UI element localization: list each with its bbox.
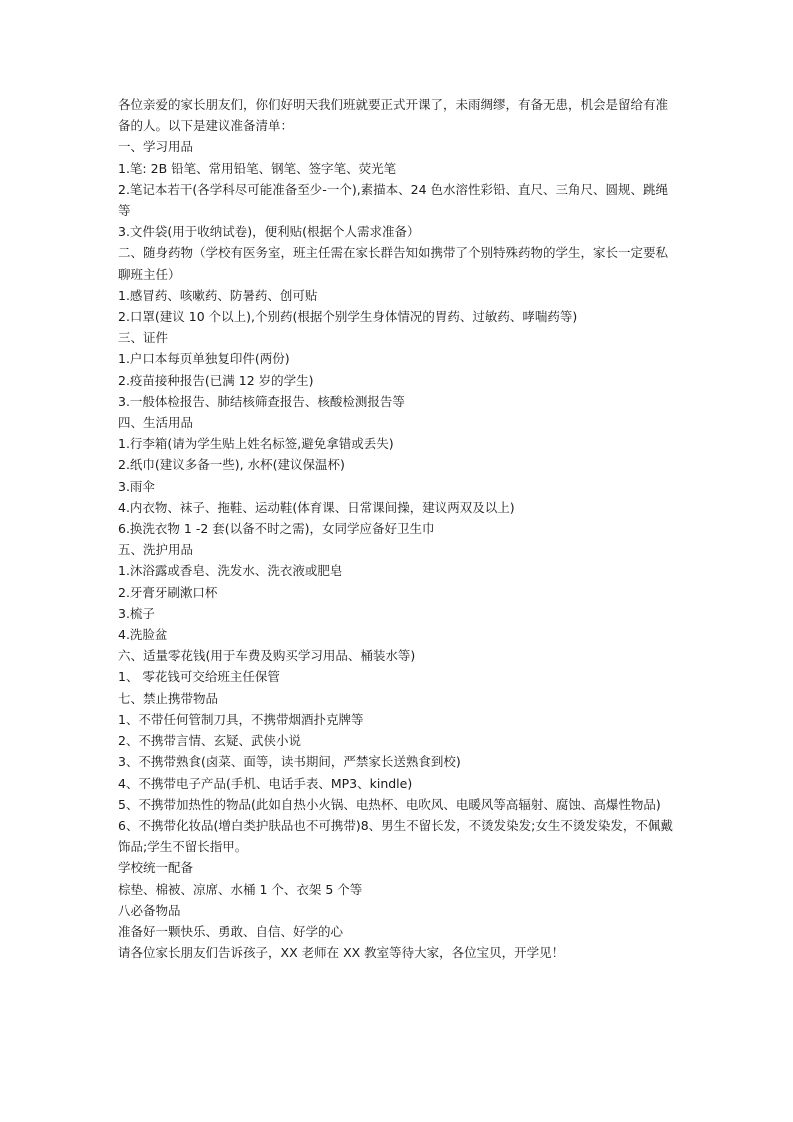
document-line: 1.沐浴露或香皂、洗发水、洗衣液或肥皂 (118, 563, 343, 579)
document-line: 八必备物品 (118, 902, 181, 918)
document-line: 六、适量零花钱(用于车费及购买学习用品、桶装水等) (118, 648, 416, 664)
document-line: 4、不携带电子产品(手机、电话手表、MP3、kindle) (118, 775, 413, 791)
document-line: 四、生活用品 (118, 415, 194, 431)
document-line: 学校统一配备 (118, 860, 194, 876)
document-line: 二、随身药物（学校有医务室，班主任需在家长群告知如携带了个别特殊药物的学生，家长一定要私聊班主任） (118, 245, 669, 282)
document-line: 三、证件 (118, 330, 169, 346)
document-line: 棕垫、棉被、凉席、水桶 1 个、衣架 5 个等 (118, 881, 363, 897)
document-line: 6、不携带化妆品(增白类护肤品也不可携带)8、男生不留长发，不烫发染发;女生不烫发染发，不佩戴饰品;学生不留长指甲。 (118, 817, 673, 855)
document-line: 1、 零花钱可交给班主任保管 (118, 669, 280, 685)
document-line: 3.梳子 (118, 605, 155, 621)
document-line: 3、不携带熟食(卤菜、面等，读书期间，严禁家长送熟食到校) (118, 754, 461, 770)
document-line: 3.文件袋(用于收纳试卷)，便利贴(根据个人需求准备） (118, 224, 420, 240)
document-line: 1.感冒药、咳嗽药、防暑药、创可贴 (118, 287, 318, 303)
document-line: 2、不携带言情、玄疑、武侠小说 (118, 733, 301, 749)
document-line: 1.行李箱(请为学生贴上姓名标签,避免拿错或丢失) (118, 436, 394, 452)
document-body (118, 94, 678, 963)
document-line: 4.内衣物、袜子、拖鞋、运动鞋(体育课、日常课间操，建议两双及以上) (118, 499, 515, 515)
document-line: 6.换洗衣物 1 -2 套(以备不时之需)，女同学应备好卫生巾 (118, 521, 435, 537)
document-line: 2.牙膏牙刷漱口杯 (118, 584, 218, 600)
document-line: 2.口罩(建议 10 个以上),个别药(根据个别学生身体情况的胃药、过敏药、哮喘药等) (118, 309, 578, 325)
document-line: 准备好一颗快乐、勇敢、自信、好学的心 (118, 923, 344, 939)
document-line: 七、禁止携带物品 (118, 690, 219, 706)
document-line: 2.笔记本若干(各学科尽可能准备至少-一个),素描本、24 色水溶性彩铅、直尺、三角尺、圆规、跳绳等 (118, 181, 669, 219)
document-line: 五、洗护用品 (118, 542, 194, 558)
document-line: 请各位家长朋友们告诉孩子，XX 老师在 XX 教室等待大家，各位宝贝，开学见！ (118, 945, 565, 961)
document-line: 2.纸巾(建议多备一些), 水杯(建议保温杯) (118, 457, 345, 473)
document-line: 3.雨伞 (118, 478, 155, 494)
document-line: 1、不带任何管制刀具，不携带烟酒扑克牌等 (118, 711, 364, 727)
document-line: 5、不携带加热性的物品(此如自热小火锅、电热杯、电吹风、电暖风等高辐射、腐蚀、高爆性物品) (118, 796, 661, 812)
document-line: 一、学习用品 (118, 139, 194, 155)
document-line: 1.笔: 2B 铅笔、常用铅笔、钢笔、签字笔、荧光笔 (118, 160, 397, 176)
document-line: 各位亲爱的家长朋友们，你们好明天我们班就要正式开课了，未雨绸缪，有备无患，机会是留给有准备的人。以下是建议准备清单： (118, 97, 669, 134)
document-line: 2.疫苗接种报告(已满 12 岁的学生) (118, 372, 314, 388)
document-line: 4.洗脸盆 (118, 627, 168, 643)
document-line: 1.户口本每页单独复印件(两份) (118, 351, 290, 367)
document-line: 3.一般体检报告、肺结核筛查报告、核酸检测报告等 (118, 393, 405, 409)
